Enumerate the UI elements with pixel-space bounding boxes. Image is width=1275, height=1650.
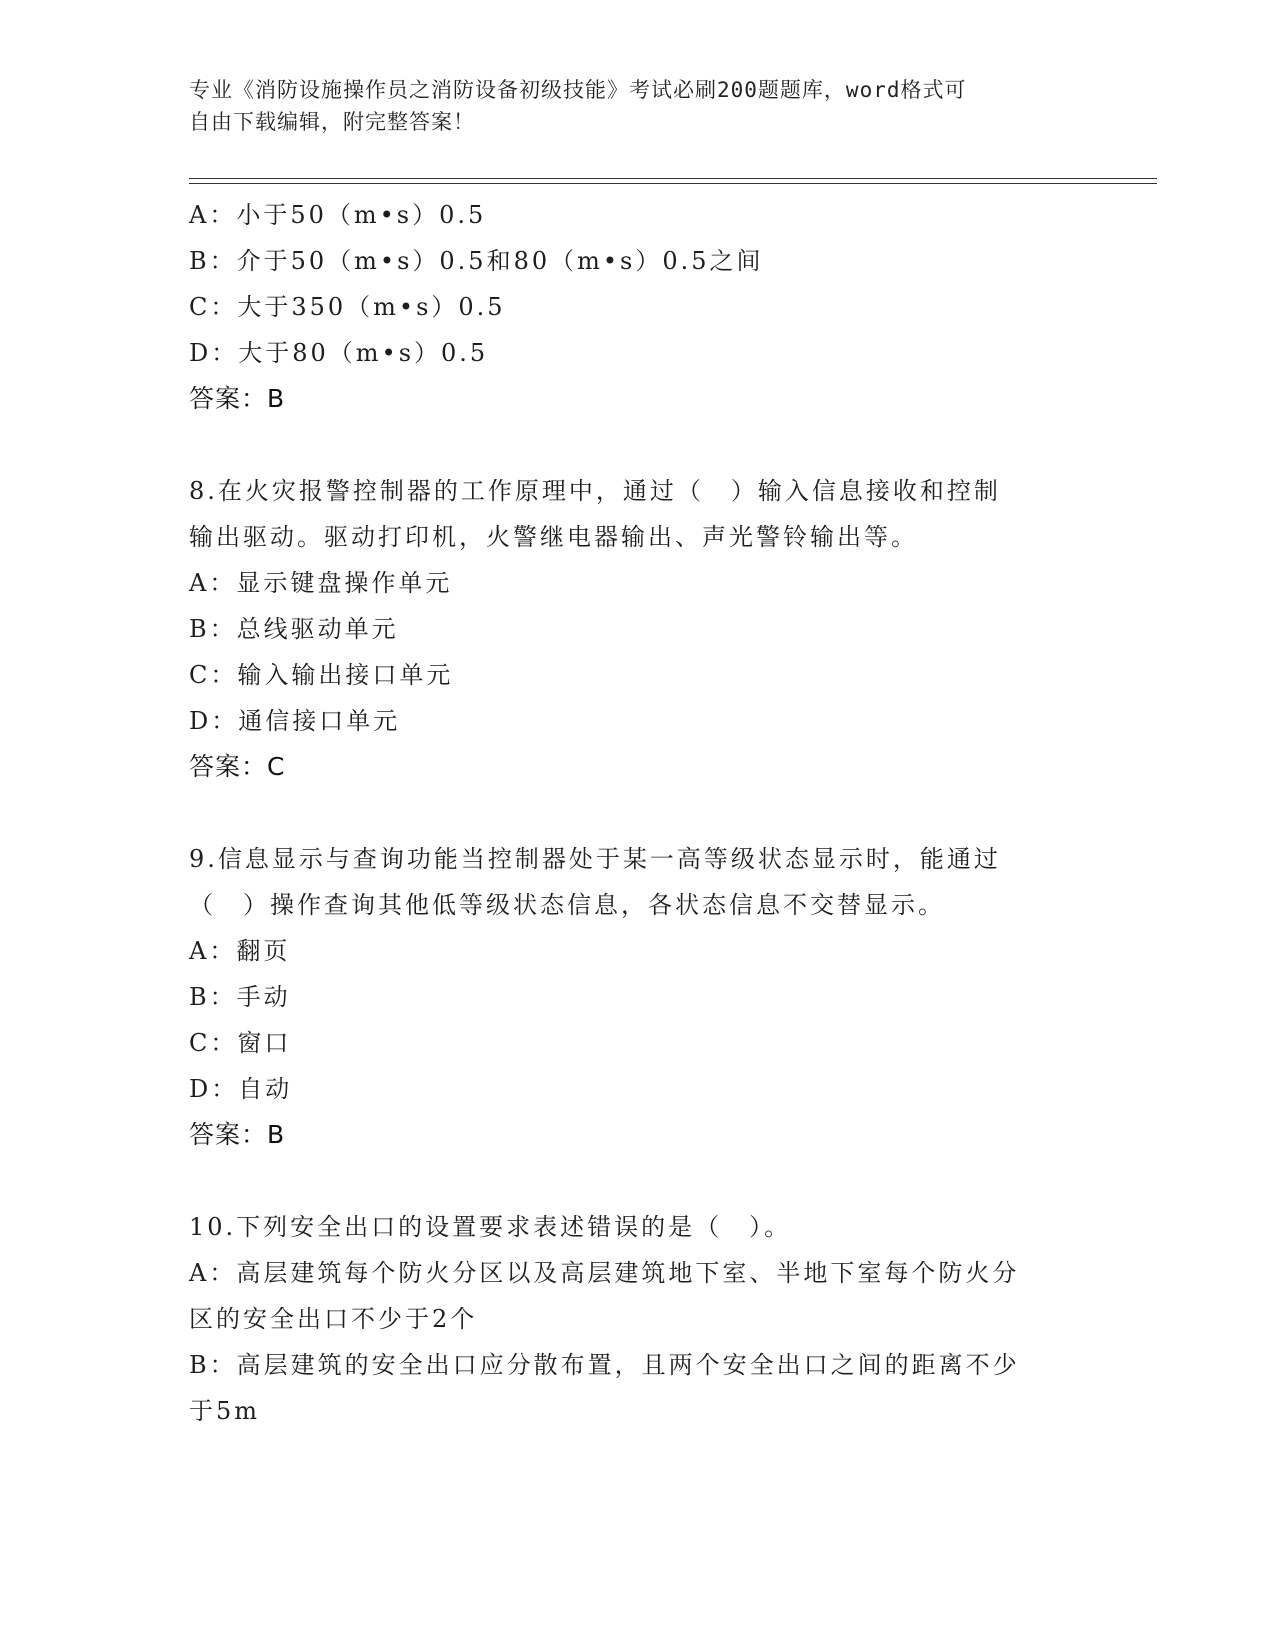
header-line-1: 专业《消防设施操作员之消防设备初级技能》考试必刷200题题库，word格式可 — [189, 78, 967, 102]
question-stem-line-1: 8.在火灾报警控制器的工作原理中，通过（ ）输入信息接收和控制 — [189, 477, 1001, 505]
header-divider-bottom — [189, 183, 1157, 184]
question-stem-line-2: 输出驱动。驱动打印机，火警继电器输出、声光警铃输出等。 — [189, 523, 918, 551]
question-stem-line-1: 9.信息显示与查询功能当控制器处于某一高等级状态显示时，能通过 — [189, 845, 1001, 873]
answer: 答案：B — [189, 1120, 286, 1149]
question-list — [189, 192, 1089, 1434]
header-divider-top — [189, 178, 1157, 179]
question-8 — [189, 468, 1089, 790]
option-d: D：自动 — [189, 1075, 293, 1103]
option-d: D：大于80（m•s）0.5 — [189, 339, 489, 367]
option-c: C：大于350（m•s）0.5 — [189, 293, 506, 321]
option-a-line-1: A：高层建筑每个防火分区以及高层建筑地下室、半地下室每个防火分 — [189, 1259, 1020, 1287]
question-7 — [189, 192, 1089, 422]
question-stem-line-2: （ ）操作查询其他低等级状态信息，各状态信息不交替显示。 — [189, 891, 945, 919]
spacer — [189, 422, 1089, 468]
spacer — [189, 790, 1089, 836]
header-line-2: 自由下载编辑，附完整答案！ — [189, 110, 475, 134]
option-c: C：窗口 — [189, 1029, 292, 1057]
option-b-line-1: B：高层建筑的安全出口应分散布置，且两个安全出口之间的距离不少 — [189, 1351, 1020, 1379]
spacer — [189, 1158, 1089, 1204]
question-9 — [189, 836, 1089, 1158]
option-b: B：总线驱动单元 — [189, 615, 399, 643]
option-c: C：输入输出接口单元 — [189, 661, 454, 689]
question-10 — [189, 1204, 1089, 1434]
answer: 答案：B — [189, 384, 286, 413]
question-stem-line-1: 10.下列安全出口的设置要求表述错误的是（ ）。 — [189, 1213, 792, 1241]
answer: 答案：C — [189, 752, 286, 781]
option-a: A：小于50（m•s）0.5 — [189, 201, 487, 229]
option-a: A：显示键盘操作单元 — [189, 569, 453, 597]
option-a: A：翻页 — [189, 937, 291, 965]
option-a-line-2: 区的安全出口不少于2个 — [189, 1305, 478, 1333]
option-b: B：手动 — [189, 983, 291, 1011]
document-header — [189, 74, 1089, 138]
option-d: D：通信接口单元 — [189, 707, 401, 735]
option-b-line-2: 于5m — [189, 1397, 261, 1425]
option-b: B：介于50（m•s）0.5和80（m•s）0.5之间 — [189, 247, 764, 275]
